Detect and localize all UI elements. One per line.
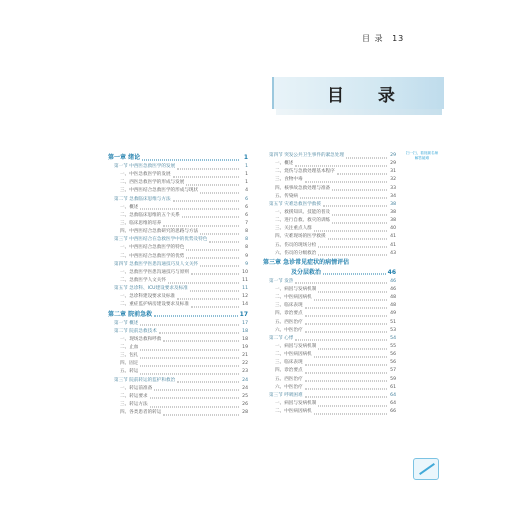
toc-entry-page: 34 (390, 193, 396, 199)
toc-entry-section (108, 328, 248, 336)
leader-dots (154, 316, 238, 317)
toc-entry-label: 四、诊治要点 (275, 368, 303, 374)
toc-entry-label: 三、包扎 (120, 353, 139, 359)
toc-entry-label: 三、临床表现 (275, 303, 303, 309)
toc-entry-item (263, 193, 396, 201)
toc-entry-item (108, 393, 248, 401)
leader-dots (314, 230, 387, 231)
toc-entry-page: 28 (242, 410, 248, 416)
toc-entry-page: 1 (245, 180, 248, 186)
toc-entry-item (108, 212, 248, 220)
leader-dots (140, 325, 239, 326)
toc-entry-page: 22 (242, 361, 248, 367)
toc-entry-section (108, 320, 248, 328)
toc-entry-label: 第五节 急诊科、ICU建设要求及标准 (114, 286, 188, 292)
toc-entry-item (263, 185, 396, 193)
toc-entry-label: 二、急救医学人文关怀 (120, 277, 166, 283)
toc-entry-page: 18 (242, 336, 248, 342)
toc-entry-page: 53 (390, 327, 396, 333)
toc-entry-label: 第五节 灾难急救医学救援 (269, 201, 321, 207)
page-number: 13 (392, 34, 405, 43)
toc-entry-label: 二、中西医结合急救医学的优势 (120, 253, 185, 259)
toc-entry-page: 19 (242, 344, 248, 350)
toc-entry-item (108, 301, 248, 309)
toc-entry-label: 二、急救临床思维的五个关系 (120, 212, 180, 218)
toc-entry-page: 48 (390, 303, 396, 309)
toc-entry-page: 38 (390, 209, 396, 215)
toc-entry-label: 一、病因与发病机制 (275, 343, 317, 349)
toc-entry-item (263, 400, 396, 408)
leader-dots (200, 266, 239, 267)
running-header (362, 33, 404, 44)
toc-entry-label: 二、重症监护病房建设要求及标准 (120, 302, 189, 308)
leader-dots (163, 225, 239, 226)
toc-entry-label: 一、中西医结合急救医学的特色 (120, 245, 185, 251)
note-pen-icon (413, 458, 439, 480)
toc-entry-item (108, 385, 248, 393)
toc-entry-label: 五、西医治疗 (275, 319, 303, 325)
leader-dots (186, 258, 239, 259)
toc-entry-label: 二、烧伤与急救处理基本程序 (275, 169, 335, 175)
toc-entry-label: 第三节 中西医结合在急救医学中的优势及特色 (114, 237, 208, 243)
leader-dots (300, 198, 387, 199)
toc-entry-label: 第二章 院前急救 (108, 310, 153, 318)
toc-entry-label: 第一节 概述 (114, 320, 139, 326)
toc-entry-label: 三、转运方法 (120, 401, 148, 407)
toc-entry-item (263, 176, 396, 184)
toc-entry-page: 38 (390, 201, 396, 207)
toc-entry-label: 第三章 急诊常见症状的病情评估 (263, 258, 350, 266)
leader-dots (163, 341, 239, 342)
leader-dots (318, 291, 387, 292)
leader-dots (305, 181, 387, 182)
toc-entry-page: 61 (390, 384, 396, 390)
toc-entry-item (108, 360, 248, 368)
toc-entry-label: 一、转运前准备 (120, 385, 153, 391)
toc-entry-label: 一、概述 (120, 204, 139, 210)
toc-entry-section (263, 201, 396, 209)
leader-dots (332, 190, 387, 191)
toc-entry-page: 6 (245, 204, 248, 210)
toc-entry-item (108, 187, 248, 195)
toc-entry-page: 40 (390, 226, 396, 232)
toc-entry-page: 57 (390, 368, 396, 374)
toc-entry-page: 56 (390, 352, 396, 358)
toc-entry-label: 三、临床表现 (275, 360, 303, 366)
toc-entry-item (263, 384, 396, 392)
page-title: 目 录 (327, 86, 409, 106)
toc-entry-item (263, 408, 396, 416)
toc-entry-page: 4 (245, 188, 248, 194)
leader-dots (295, 340, 387, 341)
toc-entry-item (108, 409, 248, 417)
leader-dots (314, 299, 387, 300)
toc-entry-page: 59 (390, 376, 396, 382)
toc-entry-page: 64 (390, 400, 396, 406)
toc-entry-item (263, 168, 396, 176)
toc-entry-item (263, 233, 396, 241)
toc-entry-page: 48 (390, 295, 396, 301)
toc-entry-label: 一、现场急救和呼救 (120, 336, 162, 342)
toc-entry-label: 二、中医病因病机 (275, 295, 312, 301)
toc-entry-label: 二、进行自救、救灾的训练 (275, 218, 331, 224)
toc-entry-label: 一、病因与发病机制 (275, 286, 317, 292)
toc-entry-page: 26 (242, 401, 248, 407)
toc-entry-item (263, 225, 396, 233)
toc-entry-page: 38 (390, 218, 396, 224)
toc-entry-item (108, 352, 248, 360)
toc-left-column (108, 153, 248, 417)
toc-entry-item (108, 179, 248, 187)
leader-dots (295, 165, 387, 166)
leader-dots (337, 173, 387, 174)
toc-entry-page: 43 (390, 250, 396, 256)
toc-entry-item (263, 160, 396, 168)
leader-dots (186, 249, 239, 250)
toc-entry-item (108, 344, 248, 352)
leader-dots (305, 324, 387, 325)
title-banner-shadow (276, 109, 442, 115)
leader-dots (140, 365, 239, 366)
toc-entry-label: 六、中医治疗 (275, 384, 303, 390)
toc-entry-page: 32 (390, 177, 396, 183)
toc-entry-label: 第四节 突发公共卫生事件的紧急处理 (269, 153, 344, 158)
leader-dots (140, 373, 239, 374)
toc-entry-page: 11 (242, 286, 248, 292)
toc-entry-section (108, 163, 248, 171)
toc-entry-label: 第四节 急救医学医患沟通技巧及人文关怀 (114, 261, 199, 267)
toc-entry-page: 46 (390, 278, 396, 284)
toc-entry-page: 1 (245, 164, 248, 169)
toc-entry-item (263, 351, 396, 359)
toc-entry-section (263, 392, 396, 400)
toc-entry-page: 25 (242, 393, 248, 399)
toc-entry-item (263, 367, 396, 375)
toc-entry-label: 一、概述 (275, 161, 294, 167)
toc-entry-section (108, 196, 248, 204)
toc-entry-page: 41 (390, 242, 396, 248)
toc-entry-item (108, 293, 248, 301)
toc-entry-label: 五、西医治疗 (275, 376, 303, 382)
toc-entry-item (263, 286, 396, 294)
toc-entry-label: 六、中医治疗 (275, 327, 303, 333)
toc-entry-page: 66 (390, 409, 396, 415)
toc-entry-item (108, 228, 248, 236)
leader-dots (305, 397, 387, 398)
toc-entry-label: 一、急救医学医患沟通技巧与原则 (120, 269, 189, 275)
toc-entry-label: 四、核事故急救处理与准备 (275, 185, 331, 191)
toc-entry-label: 六、伤员的分级救治 (275, 250, 317, 256)
toc-entry-label: 二、止血 (120, 344, 139, 350)
leader-dots (305, 364, 387, 365)
leader-dots (200, 192, 239, 193)
leader-dots (200, 233, 239, 234)
leader-dots (209, 241, 239, 242)
leader-dots (150, 406, 239, 407)
leader-dots (142, 159, 239, 160)
toc-entry-label: 四、固定 (120, 361, 139, 367)
leader-dots (168, 282, 239, 283)
toc-entry-item (108, 244, 248, 252)
toc-entry-page: 14 (242, 302, 248, 308)
leader-dots (314, 413, 387, 414)
toc-entry-label: 三、关注重点人群 (275, 226, 312, 232)
toc-entry-page: 11 (242, 277, 248, 283)
toc-entry-label: 三、中西医结合急救医学的形成与现状 (120, 188, 199, 194)
toc-entry-item (263, 376, 396, 384)
leader-dots (318, 255, 387, 256)
toc-entry-label: 二、中医病因病机 (275, 352, 312, 358)
toc-entry-item (108, 277, 248, 285)
toc-entry-item (263, 209, 396, 217)
leader-dots (332, 222, 387, 223)
toc-entry-page: 18 (242, 328, 248, 334)
toc-entry-item (108, 401, 248, 409)
toc-entry-page: 17 (242, 320, 248, 326)
leader-dots (318, 247, 387, 248)
toc-entry-item (108, 368, 248, 376)
toc-entry-item (263, 319, 396, 327)
toc-entry-page: 8 (245, 229, 248, 235)
toc-entry-page: 23 (242, 369, 248, 375)
toc-entry-page: 24 (242, 385, 248, 391)
toc-entry-label: 四、各类患者的转运 (120, 410, 162, 416)
toc-entry-chapter (263, 268, 396, 278)
toc-entry-section (108, 236, 248, 244)
toc-entry-item (108, 204, 248, 212)
leader-dots (182, 217, 239, 218)
leader-dots (154, 390, 239, 391)
leader-dots (305, 307, 387, 308)
leader-dots (323, 274, 386, 275)
leader-dots (150, 398, 239, 399)
toc-entry-label: 一、急诊科建设要求及标准 (120, 294, 176, 300)
leader-dots (163, 414, 239, 415)
toc-entry-section (263, 278, 396, 286)
toc-entry-label: 一、救援知识、技能的普及 (275, 209, 331, 215)
side-note: 扫一扫，看视频名师解答疑难 (405, 151, 439, 160)
toc-entry-page: 64 (390, 392, 396, 398)
toc-entry-label: 第一节 中西医急救医学的发展 (114, 164, 176, 169)
toc-entry-page: 9 (245, 253, 248, 259)
leader-dots (318, 405, 387, 406)
toc-entry-section (108, 285, 248, 293)
toc-entry-item (263, 242, 396, 250)
leader-dots (305, 372, 387, 373)
toc-entry-label: 四、诊治要点 (275, 311, 303, 317)
running-header-title: 目 录 (362, 34, 384, 43)
leader-dots (177, 168, 239, 169)
toc-entry-label: 第一节 发热 (269, 278, 294, 284)
toc-entry-label: 三、食物中毒 (275, 177, 303, 183)
toc-entry-label: 二、转运要求 (120, 393, 148, 399)
toc-entry-label: 五、转运 (120, 369, 139, 375)
toc-entry-page: 46 (390, 286, 396, 292)
toc-entry-page: 1 (245, 172, 248, 178)
toc-entry-chapter (108, 310, 248, 320)
toc-entry-page: 41 (390, 234, 396, 240)
toc-entry-label: 四、中西医结合急救研究的思路与方法 (120, 229, 199, 235)
leader-dots (295, 283, 387, 284)
toc-entry-item (108, 220, 248, 228)
toc-entry-label: 四、灾难现场的医学救援 (275, 234, 326, 240)
leader-dots (159, 333, 239, 334)
toc-entry-item (108, 171, 248, 179)
toc-entry-label: 五、伤员的现场分检 (275, 242, 317, 248)
toc-entry-page: 8 (245, 245, 248, 251)
leader-dots (177, 298, 239, 299)
toc-entry-item (263, 343, 396, 351)
toc-right-column (263, 152, 396, 416)
toc-entry-label: 第二节 急救临床思维与方法 (114, 196, 171, 202)
toc-entry-page: 54 (390, 335, 396, 341)
toc-entry-page: 55 (390, 343, 396, 349)
toc-entry-item (263, 310, 396, 318)
toc-entry-chapter (263, 258, 396, 268)
toc-entry-section (263, 152, 396, 160)
leader-dots (190, 290, 239, 291)
leader-dots (173, 201, 239, 202)
toc-entry-label: 第三节 院前转运的监护和救治 (114, 377, 176, 383)
leader-dots (140, 357, 239, 358)
toc-entry-page: 6 (245, 196, 248, 202)
toc-entry-label: 第三节 呼吸困难 (269, 392, 303, 398)
toc-entry-label: 第一章 绪论 (108, 154, 141, 161)
toc-entry-label: 一、病因与发病机制 (275, 400, 317, 406)
leader-dots (140, 209, 239, 210)
toc-entry-label: 一、中医急救医学的发展 (120, 172, 171, 178)
leader-dots (328, 238, 387, 239)
leader-dots (305, 389, 387, 390)
leader-dots (323, 206, 387, 207)
leader-dots (173, 176, 239, 177)
leader-dots (140, 349, 239, 350)
leader-dots (305, 381, 387, 382)
leader-dots (305, 315, 387, 316)
toc-entry-item (263, 294, 396, 302)
toc-entry-label: 第二节 心悸 (269, 335, 294, 341)
toc-entry-item (263, 327, 396, 335)
toc-entry-page: 8 (245, 237, 248, 243)
toc-entry-section (263, 335, 396, 343)
toc-entry-label: 五、传染病 (275, 193, 298, 199)
toc-entry-page: 29 (390, 153, 396, 158)
toc-entry-page: 24 (242, 377, 248, 383)
leader-dots (191, 306, 239, 307)
toc-entry-page: 1 (243, 154, 248, 161)
toc-entry-label: 二、西医急救医学的形成与发展 (120, 180, 185, 186)
toc-entry-page: 10 (242, 269, 248, 275)
toc-entry-page: 46 (387, 268, 396, 276)
toc-entry-section (108, 377, 248, 385)
toc-entry-page: 31 (390, 169, 396, 175)
toc-entry-label: 及分层救治 (291, 268, 322, 276)
toc-entry-label: 第二节 院前急救技术 (114, 328, 157, 334)
toc-entry-page: 7 (245, 220, 248, 226)
toc-entry-label: 三、临床思维的培养 (120, 220, 162, 226)
toc-entry-page: 56 (390, 360, 396, 366)
toc-entry-page: 17 (239, 310, 248, 318)
toc-entry-page: 49 (390, 311, 396, 317)
toc-entry-item (108, 269, 248, 277)
leader-dots (332, 214, 387, 215)
leader-dots (318, 348, 387, 349)
toc-entry-item (263, 217, 396, 225)
toc-entry-item (263, 250, 396, 258)
toc-entry-page: 51 (390, 319, 396, 325)
toc-entry-page: 33 (390, 185, 396, 191)
toc-entry-page: 21 (242, 353, 248, 359)
leader-dots (314, 356, 387, 357)
toc-entry-item (108, 336, 248, 344)
toc-entry-page: 9 (245, 261, 248, 267)
toc-entry-page: 12 (242, 294, 248, 300)
leader-dots (305, 332, 387, 333)
toc-entry-item (108, 253, 248, 261)
toc-entry-chapter (108, 153, 248, 163)
leader-dots (191, 274, 239, 275)
leader-dots (177, 382, 239, 383)
toc-entry-section (108, 261, 248, 269)
leader-dots (346, 157, 387, 158)
leader-dots (186, 184, 239, 185)
toc-entry-item (263, 302, 396, 310)
toc-entry-page: 6 (245, 212, 248, 218)
toc-entry-item (263, 359, 396, 367)
toc-entry-label: 二、中医病因病机 (275, 409, 312, 415)
toc-entry-page: 29 (390, 161, 396, 167)
